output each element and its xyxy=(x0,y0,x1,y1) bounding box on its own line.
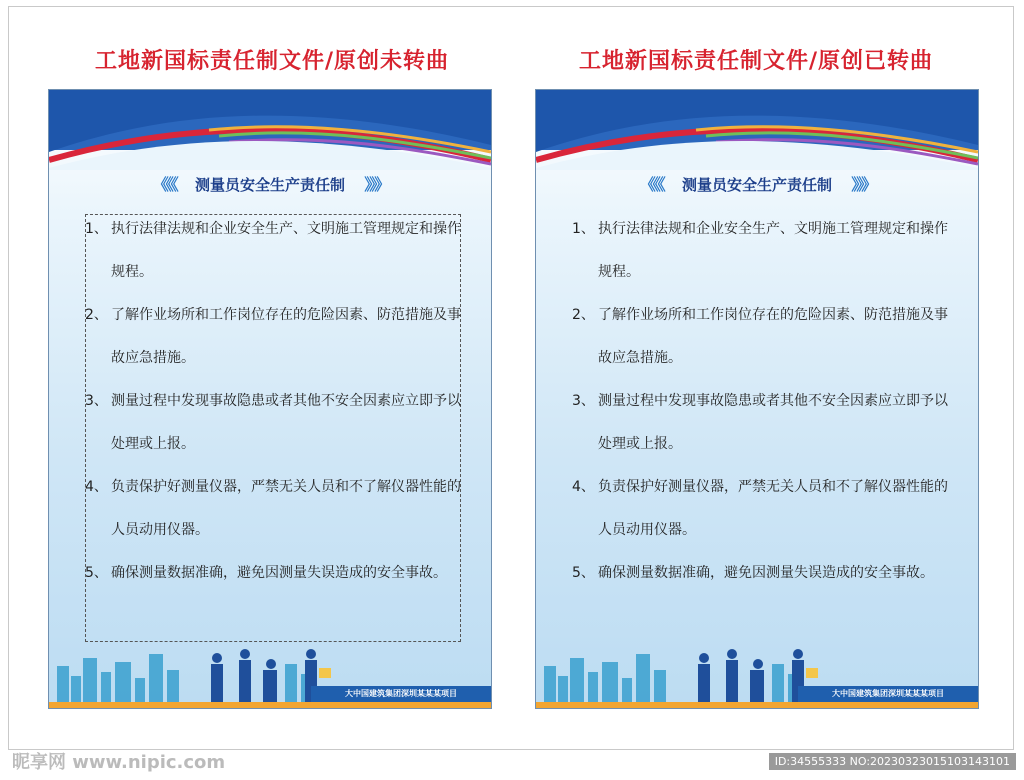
chevron-left-icon: 《《《 xyxy=(639,175,663,194)
list-item: 1、 执行法律法规和企业安全生产、文明施工管理规定和操作规程。 xyxy=(85,221,461,280)
subtitle-text: 测量员安全生产责任制 xyxy=(681,176,832,194)
chevron-right-icon: 》》》 xyxy=(364,175,388,194)
list-item: 3、 测量过程中发现事故隐患或者其他不安全因素应立即予以处理或上报。 xyxy=(85,393,461,452)
subtitle xyxy=(49,172,491,195)
wave-banner xyxy=(536,90,978,170)
list-item: 4、 负责保护好测量仪器，严禁无关人员和不了解仪器性能的人员动用仪器。 xyxy=(572,479,948,538)
subtitle-text: 测量员安全生产责任制 xyxy=(194,176,345,194)
watermark-logo: 昵享网 www.nipic.com xyxy=(12,752,226,773)
chevron-right-icon: 》》》 xyxy=(851,175,875,194)
list-item: 4、 负责保护好测量仪器，严禁无关人员和不了解仪器性能的人员动用仪器。 xyxy=(85,479,461,538)
watermark-id: ID:34555333 NO:20230323015103143101 xyxy=(769,753,1016,770)
wave-banner xyxy=(49,90,491,170)
right-board xyxy=(535,89,979,709)
footer-project-name: 大中国建筑集团深圳某某某项目 xyxy=(311,686,491,702)
list-item: 3、 测量过程中发现事故隐患或者其他不安全因素应立即予以处理或上报。 xyxy=(572,393,948,452)
footer-project-name: 大中国建筑集团深圳某某某项目 xyxy=(798,686,978,702)
chevron-left-icon: 《《《 xyxy=(152,175,176,194)
responsibility-list xyxy=(85,208,471,595)
list-item: 1、 执行法律法规和企业安全生产、文明施工管理规定和操作规程。 xyxy=(572,221,948,280)
list-item: 2、 了解作业场所和工作岗位存在的危险因素、防范措施及事故应急措施。 xyxy=(85,307,461,366)
right-heading: 工地新国标责任制文件/原创已转曲 xyxy=(578,49,934,74)
left-heading: 工地新国标责任制文件/原创未转曲 xyxy=(94,49,450,74)
list-item: 5、 确保测量数据准确，避免因测量失误造成的安全事故。 xyxy=(572,565,934,581)
list-item: 2、 了解作业场所和工作岗位存在的危险因素、防范措施及事故应急措施。 xyxy=(572,307,948,366)
left-board xyxy=(48,89,492,709)
subtitle xyxy=(536,172,978,195)
responsibility-list xyxy=(572,208,958,595)
list-item: 5、 确保测量数据准确，避免因测量失误造成的安全事故。 xyxy=(85,565,447,581)
